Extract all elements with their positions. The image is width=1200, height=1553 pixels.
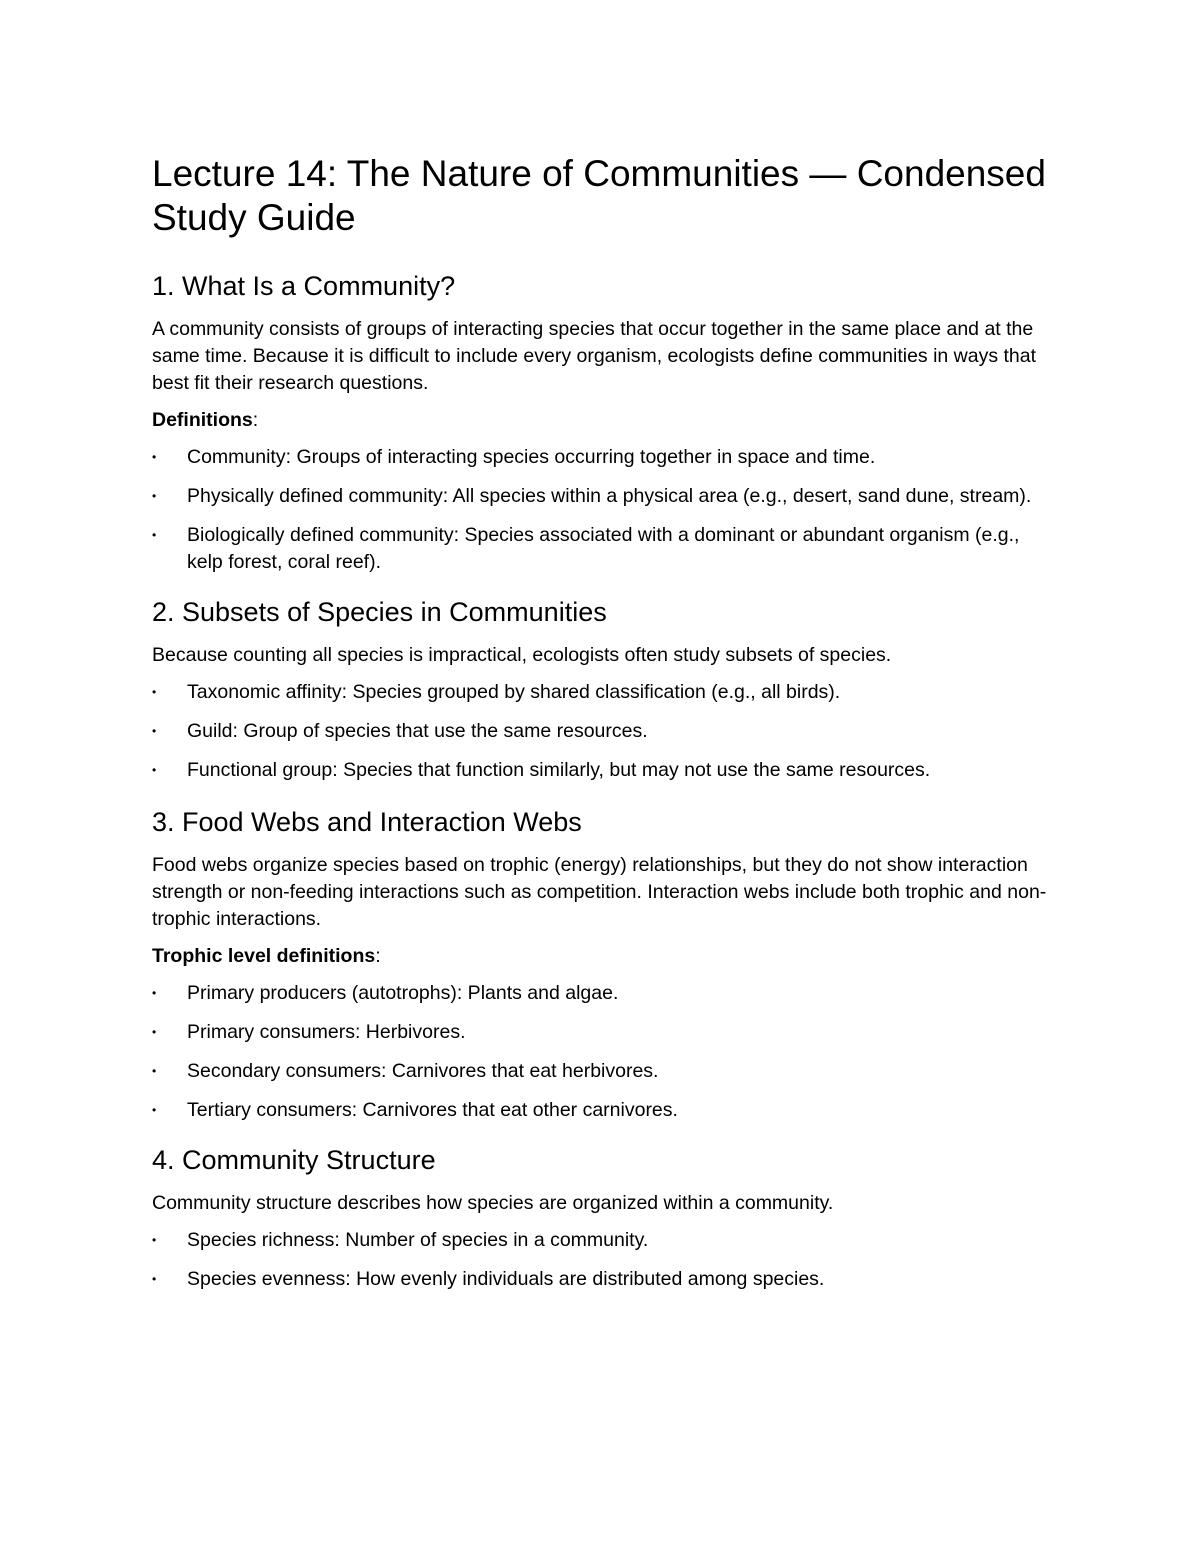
section-food-webs xyxy=(152,806,1052,1124)
bullet-icon: • xyxy=(152,685,157,699)
bullet-icon: • xyxy=(152,724,157,738)
list-item: • Species richness: Number of species in a community. xyxy=(152,1227,1052,1254)
section-community-structure xyxy=(152,1144,1052,1293)
trophic-list xyxy=(152,980,1052,1124)
section-intro: Food webs organize species based on trophic (energy) relationships, but they do not show interaction strength or non-feeding interactions such as competition. Interaction webs include both trophic and non-trophic interactions. xyxy=(152,854,1047,930)
bullet-icon: • xyxy=(152,450,157,464)
list-item: • Physically defined community: All species within a physical area (e.g., desert, sand dune, stream). xyxy=(152,483,1052,510)
bullet-icon: • xyxy=(152,1064,157,1078)
bullet-icon: • xyxy=(152,528,157,542)
bullet-icon: • xyxy=(152,986,157,1000)
document-page xyxy=(152,152,1052,1305)
document-title: Lecture 14: The Nature of Communities — Condensed Study Guide xyxy=(152,153,1046,238)
section-heading: 3. Food Webs and Interaction Webs xyxy=(152,807,582,837)
bullet-icon: • xyxy=(152,1233,157,1247)
list-item: • Functional group: Species that function similarly, but may not use the same resources. xyxy=(152,757,1052,784)
section-subsets-of-species xyxy=(152,596,1052,784)
structure-list xyxy=(152,1227,1052,1293)
bullet-icon: • xyxy=(152,763,157,777)
list-item: • Primary consumers: Herbivores. xyxy=(152,1019,1052,1046)
subsets-list xyxy=(152,679,1052,784)
list-item: • Tertiary consumers: Carnivores that eat other carnivores. xyxy=(152,1097,1052,1124)
list-item: • Secondary consumers: Carnivores that eat herbivores. xyxy=(152,1058,1052,1085)
trophic-label: Trophic level definitions: xyxy=(152,945,381,967)
section-heading: 1. What Is a Community? xyxy=(152,271,456,301)
section-intro: A community consists of groups of interacting species that occur together in the same place and at the same time. Because it is difficult to include every organism, ecologists define communities in ways that best fit their research questions. xyxy=(152,318,1037,394)
list-item: • Species evenness: How evenly individuals are distributed among species. xyxy=(152,1266,1052,1293)
bullet-icon: • xyxy=(152,489,157,503)
list-item: • Taxonomic affinity: Species grouped by shared classification (e.g., all birds). xyxy=(152,679,1052,706)
definitions-list xyxy=(152,444,1052,576)
bullet-icon: • xyxy=(152,1272,157,1286)
definitions-label: Definitions: xyxy=(152,409,259,431)
list-item: • Guild: Group of species that use the same resources. xyxy=(152,718,1052,745)
section-intro: Because counting all species is impractical, ecologists often study subsets of species. xyxy=(152,644,892,666)
bullet-icon: • xyxy=(152,1025,157,1039)
section-heading: 2. Subsets of Species in Communities xyxy=(152,597,607,627)
list-item: • Community: Groups of interacting species occurring together in space and time. xyxy=(152,444,1052,471)
section-what-is-community xyxy=(152,270,1052,576)
list-item: • Biologically defined community: Species associated with a dominant or abundant organism (e.g., kelp forest, coral reef). xyxy=(152,524,1020,573)
section-heading: 4. Community Structure xyxy=(152,1145,436,1175)
section-intro: Community structure describes how species are organized within a community. xyxy=(152,1192,834,1214)
bullet-icon: • xyxy=(152,1103,157,1117)
list-item: • Primary producers (autotrophs): Plants and algae. xyxy=(152,980,1052,1007)
